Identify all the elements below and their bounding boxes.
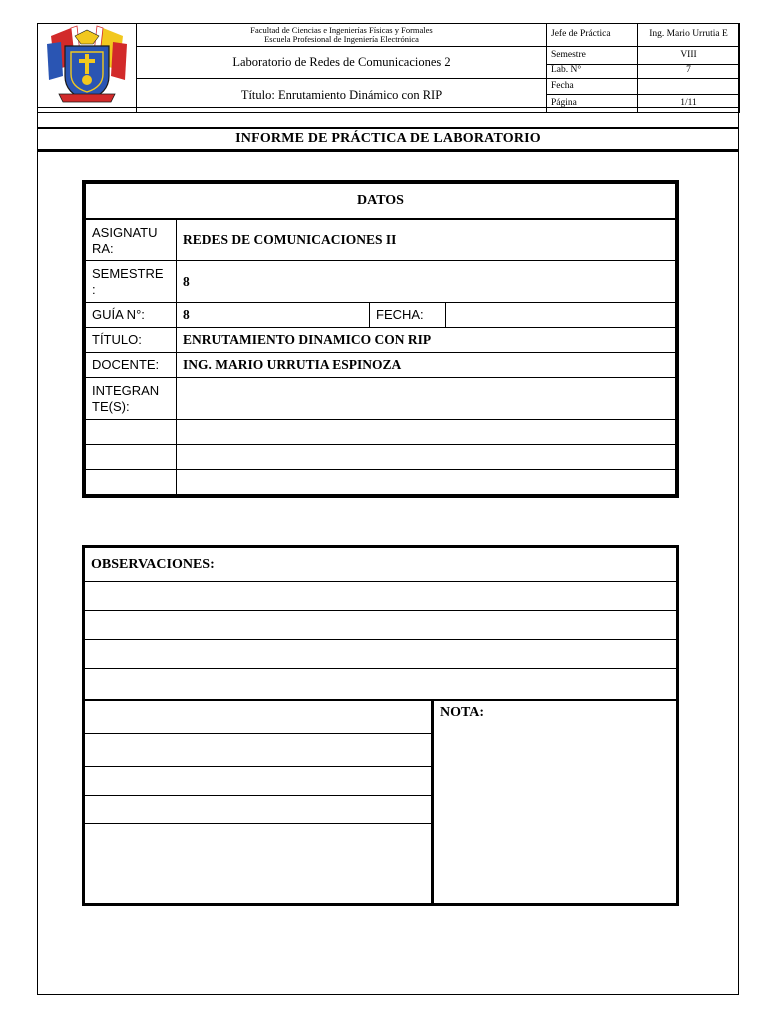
semestre-label: SEMESTRE : [86, 261, 177, 303]
observation-line[interactable] [85, 823, 431, 824]
titulo-value: ENRUTAMIENTO DINAMICO CON RIP [177, 328, 676, 353]
nota-box[interactable] [431, 699, 676, 903]
field-label-pagina: Página [551, 97, 577, 108]
field-value-pagina: 1/11 [680, 97, 697, 108]
observation-line[interactable] [85, 699, 431, 701]
observaciones-box [82, 545, 679, 906]
course-name: Laboratorio de Redes de Comunicaciones 2 [137, 47, 547, 79]
field-label-lab: Lab. N° [547, 64, 638, 78]
integrante-field[interactable] [177, 470, 676, 495]
guia-label: GUÍA N°: [86, 303, 177, 328]
titulo-label: TÍTULO: [86, 328, 177, 353]
observation-line[interactable] [85, 581, 676, 582]
integrante-row-label [86, 470, 177, 495]
logo-cell [38, 24, 137, 113]
datos-heading: DATOS [86, 184, 676, 219]
document-header [37, 23, 740, 113]
practice-title: Título: Enrutamiento Dinámico con RIP [137, 78, 547, 112]
observation-line[interactable] [85, 668, 676, 669]
field-value-fecha [638, 79, 739, 95]
nota-label: NOTA: [440, 705, 485, 720]
field-label-semestre: Semestre [547, 47, 638, 65]
semestre-value: 8 [177, 261, 676, 303]
report-title: INFORME DE PRÁCTICA DE LABORATORIO [37, 127, 739, 152]
integrante-row-label [86, 420, 177, 445]
integrante-field[interactable] [177, 378, 676, 420]
fecha-label: FECHA: [370, 303, 446, 328]
observation-line[interactable] [85, 795, 431, 796]
field-value-lab: 7 [638, 64, 740, 78]
integrantes-label: INTEGRAN TE(S): [86, 378, 177, 420]
observation-line[interactable] [85, 639, 676, 640]
integrante-field[interactable] [177, 445, 676, 470]
asignatura-label: ASIGNATU RA: [86, 219, 177, 261]
observation-line[interactable] [85, 766, 431, 767]
docente-label: DOCENTE: [86, 353, 177, 378]
field-label-jefe: Jefe de Práctica [547, 24, 638, 47]
fecha-value [446, 303, 676, 328]
datos-table [82, 180, 679, 498]
observation-line[interactable] [85, 733, 431, 734]
field-label-fecha: Fecha [547, 79, 637, 95]
integrante-row-label [86, 445, 177, 470]
faculty-name: Facultad de Ciencias e Ingenierías Físicas y Formales [250, 25, 433, 35]
faculty-cell [137, 24, 547, 47]
university-crest-icon [41, 24, 133, 108]
observaciones-heading: OBSERVACIONES: [91, 557, 215, 572]
docente-value: ING. MARIO URRUTIA ESPINOZA [177, 353, 676, 378]
observation-line[interactable] [85, 610, 676, 611]
asignatura-value: REDES DE COMUNICACIONES II [177, 219, 676, 261]
field-value-semestre: VIII [638, 47, 740, 65]
integrante-field[interactable] [177, 420, 676, 445]
header-divider [37, 107, 739, 108]
guia-value: 8 [177, 303, 370, 328]
school-name: Escuela Profesional de Ingeniería Electrónica [264, 34, 419, 44]
field-value-jefe: Ing. Mario Urrutia E [638, 24, 740, 47]
